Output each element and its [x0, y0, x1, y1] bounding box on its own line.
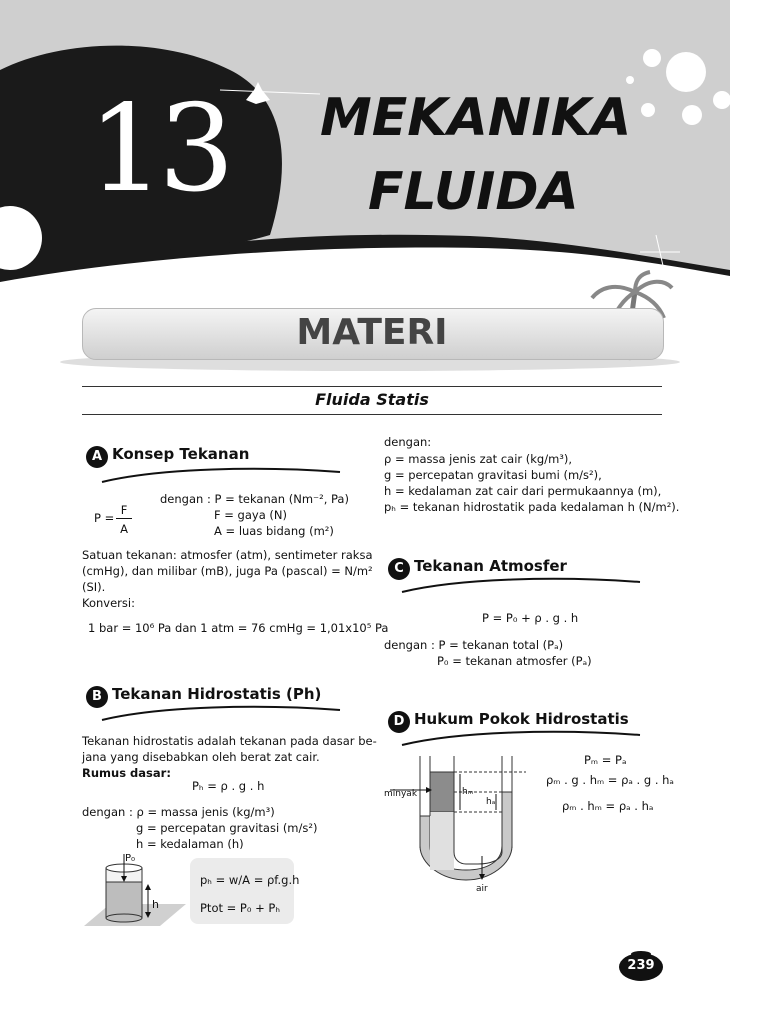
right-dengan: dengan:: [384, 435, 432, 449]
beaker-figure: [82, 850, 192, 930]
formula-box-line1: pₕ = w/A = ρf.g.h: [200, 873, 300, 887]
top-rule: [82, 386, 662, 387]
atmosphere-def-p: dengan : P = tekanan total (Pₐ): [384, 638, 564, 652]
section-c-badge: C: [388, 558, 410, 580]
label-minyak: minyak: [384, 789, 418, 799]
right-def-g: g = percepatan gravitasi bumi (m/s²),: [384, 468, 602, 482]
hydrostatic-formula: Pₕ = ρ . g . h: [192, 779, 265, 793]
law-eq1: Pₘ = Pₐ: [584, 753, 627, 767]
section-d-swoosh: [400, 725, 650, 749]
hydrostatic-def-rho: dengan : ρ = massa jenis (kg/m³): [82, 805, 275, 819]
materi-label: MATERI: [296, 312, 448, 353]
section-c-swoosh: [400, 572, 650, 596]
pressure-formula-lhs: P =: [94, 511, 115, 525]
u-tube-figure: [386, 756, 536, 892]
formula-box-line2: Ptot = P₀ + Pₕ: [200, 901, 281, 915]
hydrostatic-para2: jana yang disebabkan oleh berat zat cair.: [82, 750, 320, 764]
section-a-badge: A: [86, 446, 108, 468]
right-def-h: h = kedalaman zat cair dari permukaannya (m),: [384, 484, 662, 498]
page-number: 239: [627, 958, 655, 973]
hydrostatic-def-h: h = kedalaman (h): [136, 837, 244, 849]
chapter-title-line1: MEKANIKA: [320, 88, 632, 148]
konversi-label: Konversi:: [82, 596, 135, 610]
section-d-badge: D: [388, 711, 410, 733]
fraction-bar: [116, 518, 132, 519]
label-air: air: [476, 884, 488, 894]
chapter-title-line2: FLUIDA: [368, 162, 579, 222]
right-def-ph: pₕ = tekanan hidrostatik pada kedalaman h (N/m²).: [384, 500, 680, 514]
section-subtitle: Fluida Statis: [315, 390, 429, 409]
rumus-dasar-label: Rumus dasar:: [82, 766, 171, 780]
units-line2: (cmHg), dan milibar (mB), juga Pa (pascal) = N/m²: [82, 564, 373, 578]
pressure-formula-numerator: F: [120, 503, 128, 517]
section-a-swoosh: [100, 462, 360, 486]
law-eq3: ρₘ . hₘ = ρₐ . hₐ: [562, 799, 654, 813]
section-b-badge: B: [86, 686, 108, 708]
right-def-rho: ρ = massa jenis zat cair (kg/m³),: [384, 452, 573, 466]
section-b-swoosh: [100, 700, 360, 724]
pressure-def-p: dengan : P = tekanan (Nm⁻², Pa): [160, 492, 349, 506]
beaker-label-h: h: [152, 898, 159, 911]
pressure-def-f: F = gaya (N): [214, 508, 287, 522]
section-d-title: Hukum Pokok Hidrostatis: [414, 710, 629, 728]
chapter-number: 13: [88, 80, 229, 219]
label-ha: hₐ: [486, 797, 496, 807]
hydrostatic-def-g: g = percepatan gravitasi (m/s²): [136, 821, 318, 835]
bottom-rule: [82, 414, 662, 415]
units-line1: Satuan tekanan: atmosfer (atm), sentimeter raksa: [82, 548, 373, 562]
law-eq2: ρₘ . g . hₘ = ρₐ . g . hₐ: [546, 773, 674, 787]
atmosphere-formula: P = P₀ + ρ . g . h: [482, 611, 579, 625]
pressure-formula-denominator: A: [120, 522, 128, 536]
label-hm: hₘ: [462, 787, 474, 797]
section-b-title: Tekanan Hidrostatis (Ph): [112, 685, 322, 703]
section-a-title: Konsep Tekanan: [112, 445, 250, 463]
beaker-label-p0: P₀: [125, 853, 136, 864]
pressure-def-a: A = luas bidang (m²): [214, 524, 334, 538]
section-c-title: Tekanan Atmosfer: [414, 557, 567, 575]
atmosphere-def-p0: P₀ = tekanan atmosfer (Pₐ): [437, 654, 592, 668]
hydrostatic-para1: Tekanan hidrostatis adalah tekanan pada dasar be-: [82, 734, 377, 748]
units-line3: (SI).: [82, 580, 106, 594]
conversion-formula: 1 bar = 10⁶ Pa dan 1 atm = 76 cmHg = 1,01x10⁵ Pa: [88, 621, 389, 635]
